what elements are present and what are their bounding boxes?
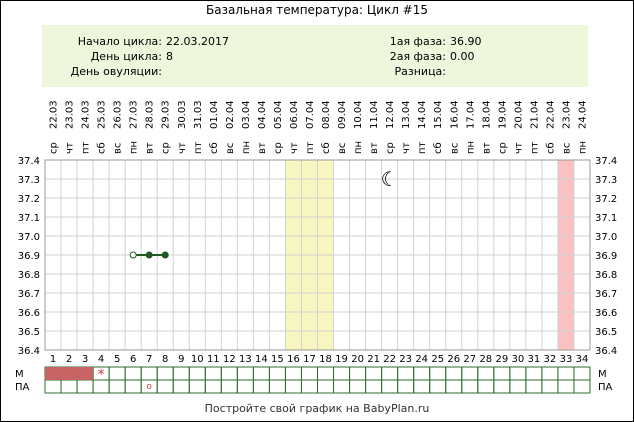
day-number-label: 33 xyxy=(559,354,573,365)
cycle-day-label: День цикла: xyxy=(90,50,162,63)
menses-cell xyxy=(269,367,285,380)
date-label: 24.03 xyxy=(80,100,92,129)
intercourse-cell xyxy=(414,380,430,393)
temperature-point xyxy=(130,252,136,258)
day-number-label: 29 xyxy=(495,354,509,365)
cycle-day-value: 8 xyxy=(166,50,173,63)
day-number-label: 4 xyxy=(97,354,105,365)
menses-cell xyxy=(253,367,269,380)
y-tick-label-left: 36.8 xyxy=(17,270,40,281)
y-tick-label-right: 37.0 xyxy=(595,232,618,243)
intercourse-cell xyxy=(109,380,125,393)
menses-cell xyxy=(301,367,317,380)
day-number-label: 2 xyxy=(65,354,73,365)
day-number-label: 28 xyxy=(479,354,493,365)
y-tick-label-left: 36.4 xyxy=(17,346,40,357)
date-label: 08.04 xyxy=(321,100,333,129)
weekday-label: ср xyxy=(385,142,397,154)
date-label: 23.04 xyxy=(561,100,573,129)
y-tick-label-right: 37.4 xyxy=(595,156,618,167)
menses-cell xyxy=(318,367,334,380)
menses-cell xyxy=(350,367,366,380)
intercourse-cell xyxy=(478,380,494,393)
temperature-point xyxy=(146,252,152,258)
day-number-label: 5 xyxy=(113,354,121,365)
day-number-label: 17 xyxy=(303,354,316,365)
day-number-label: 9 xyxy=(178,354,185,365)
intercourse-cell xyxy=(173,380,189,393)
weekday-label: ср xyxy=(497,142,509,154)
weekday-label: чт xyxy=(401,142,413,154)
intercourse-cell xyxy=(462,380,478,393)
menses-cell xyxy=(574,367,590,380)
menses-cell xyxy=(173,367,189,380)
weekday-label: ср xyxy=(48,142,60,154)
weekday-label: пн xyxy=(577,140,589,154)
y-tick-label-left: 36.9 xyxy=(17,251,40,262)
day-number-label: 19 xyxy=(335,354,348,365)
weekday-label: вс xyxy=(337,142,349,154)
date-label: 27.03 xyxy=(128,100,140,129)
menses-cell xyxy=(189,367,205,380)
day-number-label: 14 xyxy=(255,354,268,365)
date-label: 30.03 xyxy=(176,100,188,129)
menses-cell xyxy=(366,367,382,380)
date-label: 22.03 xyxy=(48,100,60,129)
row-label-intercourse-left: ПА xyxy=(15,382,30,393)
weekday-label: пн xyxy=(240,140,252,154)
menses-cell xyxy=(462,367,478,380)
date-label: 07.04 xyxy=(304,100,316,129)
day-number-label: 21 xyxy=(367,354,380,365)
date-label: 19.04 xyxy=(497,100,509,129)
date-label: 20.04 xyxy=(513,100,525,129)
y-tick-label-right: 37.2 xyxy=(595,194,618,205)
footer-promo: Постройте свой график на BabyPlan.ru xyxy=(204,402,430,415)
date-label: 13.04 xyxy=(401,100,413,129)
intercourse-cell xyxy=(61,380,77,393)
phase2-label: 2ая фаза: xyxy=(389,50,446,63)
intercourse-cell xyxy=(77,380,93,393)
intercourse-cell xyxy=(334,380,350,393)
temperature-point xyxy=(162,252,168,258)
weekday-label: пт xyxy=(529,141,541,154)
weekday-label: сб xyxy=(321,142,333,154)
intercourse-cell xyxy=(398,380,414,393)
intercourse-cell xyxy=(318,380,334,393)
row-label-intercourse-right: ПА xyxy=(598,382,613,393)
day-number-label: 20 xyxy=(351,354,364,365)
y-tick-label-left: 37.3 xyxy=(17,175,40,186)
date-label: 26.03 xyxy=(112,100,124,129)
y-tick-label-right: 36.9 xyxy=(595,251,618,262)
date-label: 09.04 xyxy=(337,100,349,129)
weekday-label: ср xyxy=(272,142,284,154)
weekday-label: ср xyxy=(160,142,172,154)
menses-cell xyxy=(446,367,462,380)
menses-cell xyxy=(109,367,125,380)
day-number-label: 27 xyxy=(463,354,477,365)
day-number-label: 10 xyxy=(190,354,204,365)
date-label: 02.04 xyxy=(224,100,236,129)
y-tick-label-right: 36.8 xyxy=(595,270,618,281)
menses-cell xyxy=(205,367,221,380)
date-label: 14.04 xyxy=(417,100,429,129)
intercourse-marker: o xyxy=(146,382,152,392)
menses-cell xyxy=(526,367,542,380)
weekday-label: вс xyxy=(561,142,573,154)
date-label: 10.04 xyxy=(353,100,365,129)
day-number-label: 16 xyxy=(287,354,300,365)
day-number-label: 13 xyxy=(239,354,252,365)
phase2-value: 0.00 xyxy=(450,50,475,63)
weekday-label: вс xyxy=(224,142,236,154)
chart-title: Базальная температура: Цикл #15 xyxy=(205,3,428,17)
spotting-marker: * xyxy=(97,367,105,383)
y-tick-label-left: 37.0 xyxy=(17,232,40,243)
y-tick-label-right: 37.1 xyxy=(595,213,618,224)
date-label: 22.04 xyxy=(545,100,557,129)
cycle-start-label: Начало цикла: xyxy=(77,35,162,48)
menses-cell xyxy=(237,367,253,380)
day-number-label: 31 xyxy=(527,354,541,365)
intercourse-cell xyxy=(446,380,462,393)
weekday-label: вт xyxy=(144,142,156,154)
phase1-label: 1ая фаза: xyxy=(389,35,446,48)
day-number-label: 7 xyxy=(146,354,153,365)
y-tick-label-left: 37.4 xyxy=(17,156,40,167)
day-number-label: 15 xyxy=(271,354,284,365)
menses-cell xyxy=(221,367,237,380)
intercourse-cell xyxy=(301,380,317,393)
weekday-label: вс xyxy=(112,142,124,154)
weekday-label: вт xyxy=(481,142,493,154)
moon-icon: ☾ xyxy=(380,167,399,191)
date-label: 06.04 xyxy=(288,100,300,129)
intercourse-cell xyxy=(382,380,398,393)
date-label: 15.04 xyxy=(433,100,445,129)
weekday-label: вт xyxy=(369,142,381,154)
day-number-label: 23 xyxy=(399,354,413,365)
menses-day-mark xyxy=(77,367,93,380)
y-tick-label-right: 36.7 xyxy=(595,289,618,300)
menses-cell xyxy=(334,367,350,380)
day-number-label: 12 xyxy=(222,354,236,365)
intercourse-cell xyxy=(366,380,382,393)
menses-cell xyxy=(558,367,574,380)
menses-cell xyxy=(398,367,414,380)
ovulation-day-label: День овуляции: xyxy=(70,65,162,78)
difference-label: Разница: xyxy=(394,65,446,78)
y-tick-label-right: 36.6 xyxy=(595,308,618,319)
date-label: 11.04 xyxy=(369,100,381,129)
intercourse-cell xyxy=(285,380,301,393)
menses-cell xyxy=(157,367,173,380)
date-label: 16.04 xyxy=(449,100,461,129)
phase1-value: 36.90 xyxy=(450,35,482,48)
weekday-label: пн xyxy=(353,140,365,154)
y-tick-label-right: 36.5 xyxy=(595,327,618,338)
intercourse-cell xyxy=(157,380,173,393)
date-label: 18.04 xyxy=(481,100,493,129)
date-label: 31.03 xyxy=(192,100,204,129)
intercourse-cell xyxy=(542,380,558,393)
weekday-label: пт xyxy=(304,141,316,154)
weekday-label: чт xyxy=(513,142,525,154)
intercourse-cell xyxy=(205,380,221,393)
intercourse-cell xyxy=(494,380,510,393)
y-tick-label-right: 36.4 xyxy=(595,346,618,357)
menses-cell xyxy=(414,367,430,380)
day-number-label: 30 xyxy=(511,354,525,365)
intercourse-cell xyxy=(430,380,446,393)
date-label: 04.04 xyxy=(256,100,268,129)
menses-day-mark xyxy=(61,367,77,380)
weekday-label: вс xyxy=(449,142,461,154)
date-label: 23.03 xyxy=(64,100,76,129)
menses-cell xyxy=(510,367,526,380)
weekday-label: чт xyxy=(288,142,300,154)
weekday-label: чт xyxy=(64,142,76,154)
menses-cell xyxy=(478,367,494,380)
menses-cell xyxy=(285,367,301,380)
intercourse-cell xyxy=(510,380,526,393)
y-tick-label-left: 37.2 xyxy=(17,194,40,205)
intercourse-cell xyxy=(350,380,366,393)
weekday-label: сб xyxy=(96,142,108,154)
weekday-label: сб xyxy=(208,142,220,154)
menses-cell xyxy=(494,367,510,380)
intercourse-cell xyxy=(237,380,253,393)
day-number-label: 25 xyxy=(431,354,445,365)
weekday-label: пн xyxy=(465,140,477,154)
day-number-label: 22 xyxy=(383,354,396,365)
intercourse-cell xyxy=(269,380,285,393)
date-label: 03.04 xyxy=(240,100,252,129)
day-number-label: 6 xyxy=(129,354,137,365)
day-number-label: 3 xyxy=(81,354,89,365)
intercourse-cell xyxy=(526,380,542,393)
row-label-menses-left: М xyxy=(15,369,24,380)
weekday-label: сб xyxy=(433,142,445,154)
menses-cell xyxy=(430,367,446,380)
y-tick-label-left: 37.1 xyxy=(17,213,40,224)
menses-cell xyxy=(141,367,157,380)
date-label: 25.03 xyxy=(96,100,108,129)
intercourse-cell xyxy=(221,380,237,393)
day-number-label: 26 xyxy=(447,354,461,365)
weekday-label: пт xyxy=(80,141,92,154)
weekday-label: пт xyxy=(192,141,204,154)
weekday-label: вт xyxy=(256,142,268,154)
weekday-label: пн xyxy=(128,140,140,154)
day-number-label: 18 xyxy=(319,354,332,365)
intercourse-cell xyxy=(125,380,141,393)
day-number-label: 1 xyxy=(49,354,57,365)
y-tick-label-left: 36.5 xyxy=(17,327,40,338)
row-label-menses-right: М xyxy=(598,369,607,380)
y-tick-label-right: 37.3 xyxy=(595,175,618,186)
weekday-label: сб xyxy=(545,142,557,154)
day-number-label: 11 xyxy=(206,354,220,365)
date-label: 12.04 xyxy=(385,100,397,129)
day-number-label: 32 xyxy=(543,354,557,365)
date-label: 29.03 xyxy=(160,100,172,129)
menses-cell xyxy=(125,367,141,380)
date-label: 28.03 xyxy=(144,100,156,129)
day-number-label: 34 xyxy=(575,354,589,365)
intercourse-cell xyxy=(189,380,205,393)
date-label: 05.04 xyxy=(272,100,284,129)
y-tick-label-left: 36.7 xyxy=(17,289,40,300)
intercourse-cell xyxy=(45,380,61,393)
date-label: 24.04 xyxy=(577,100,589,129)
cycle-start-value: 22.03.2017 xyxy=(166,35,229,48)
date-label: 17.04 xyxy=(465,100,477,129)
menses-cell xyxy=(382,367,398,380)
menses-cell xyxy=(542,367,558,380)
weekday-label: чт xyxy=(176,142,188,154)
menses-day-mark xyxy=(45,367,61,380)
day-number-label: 24 xyxy=(415,354,429,365)
weekday-label: пт xyxy=(417,141,429,154)
y-tick-label-left: 36.6 xyxy=(17,308,40,319)
date-label: 21.04 xyxy=(529,100,541,129)
intercourse-cell xyxy=(574,380,590,393)
intercourse-cell xyxy=(253,380,269,393)
date-label: 01.04 xyxy=(208,100,220,129)
intercourse-cell xyxy=(558,380,574,393)
day-number-label: 8 xyxy=(162,354,169,365)
